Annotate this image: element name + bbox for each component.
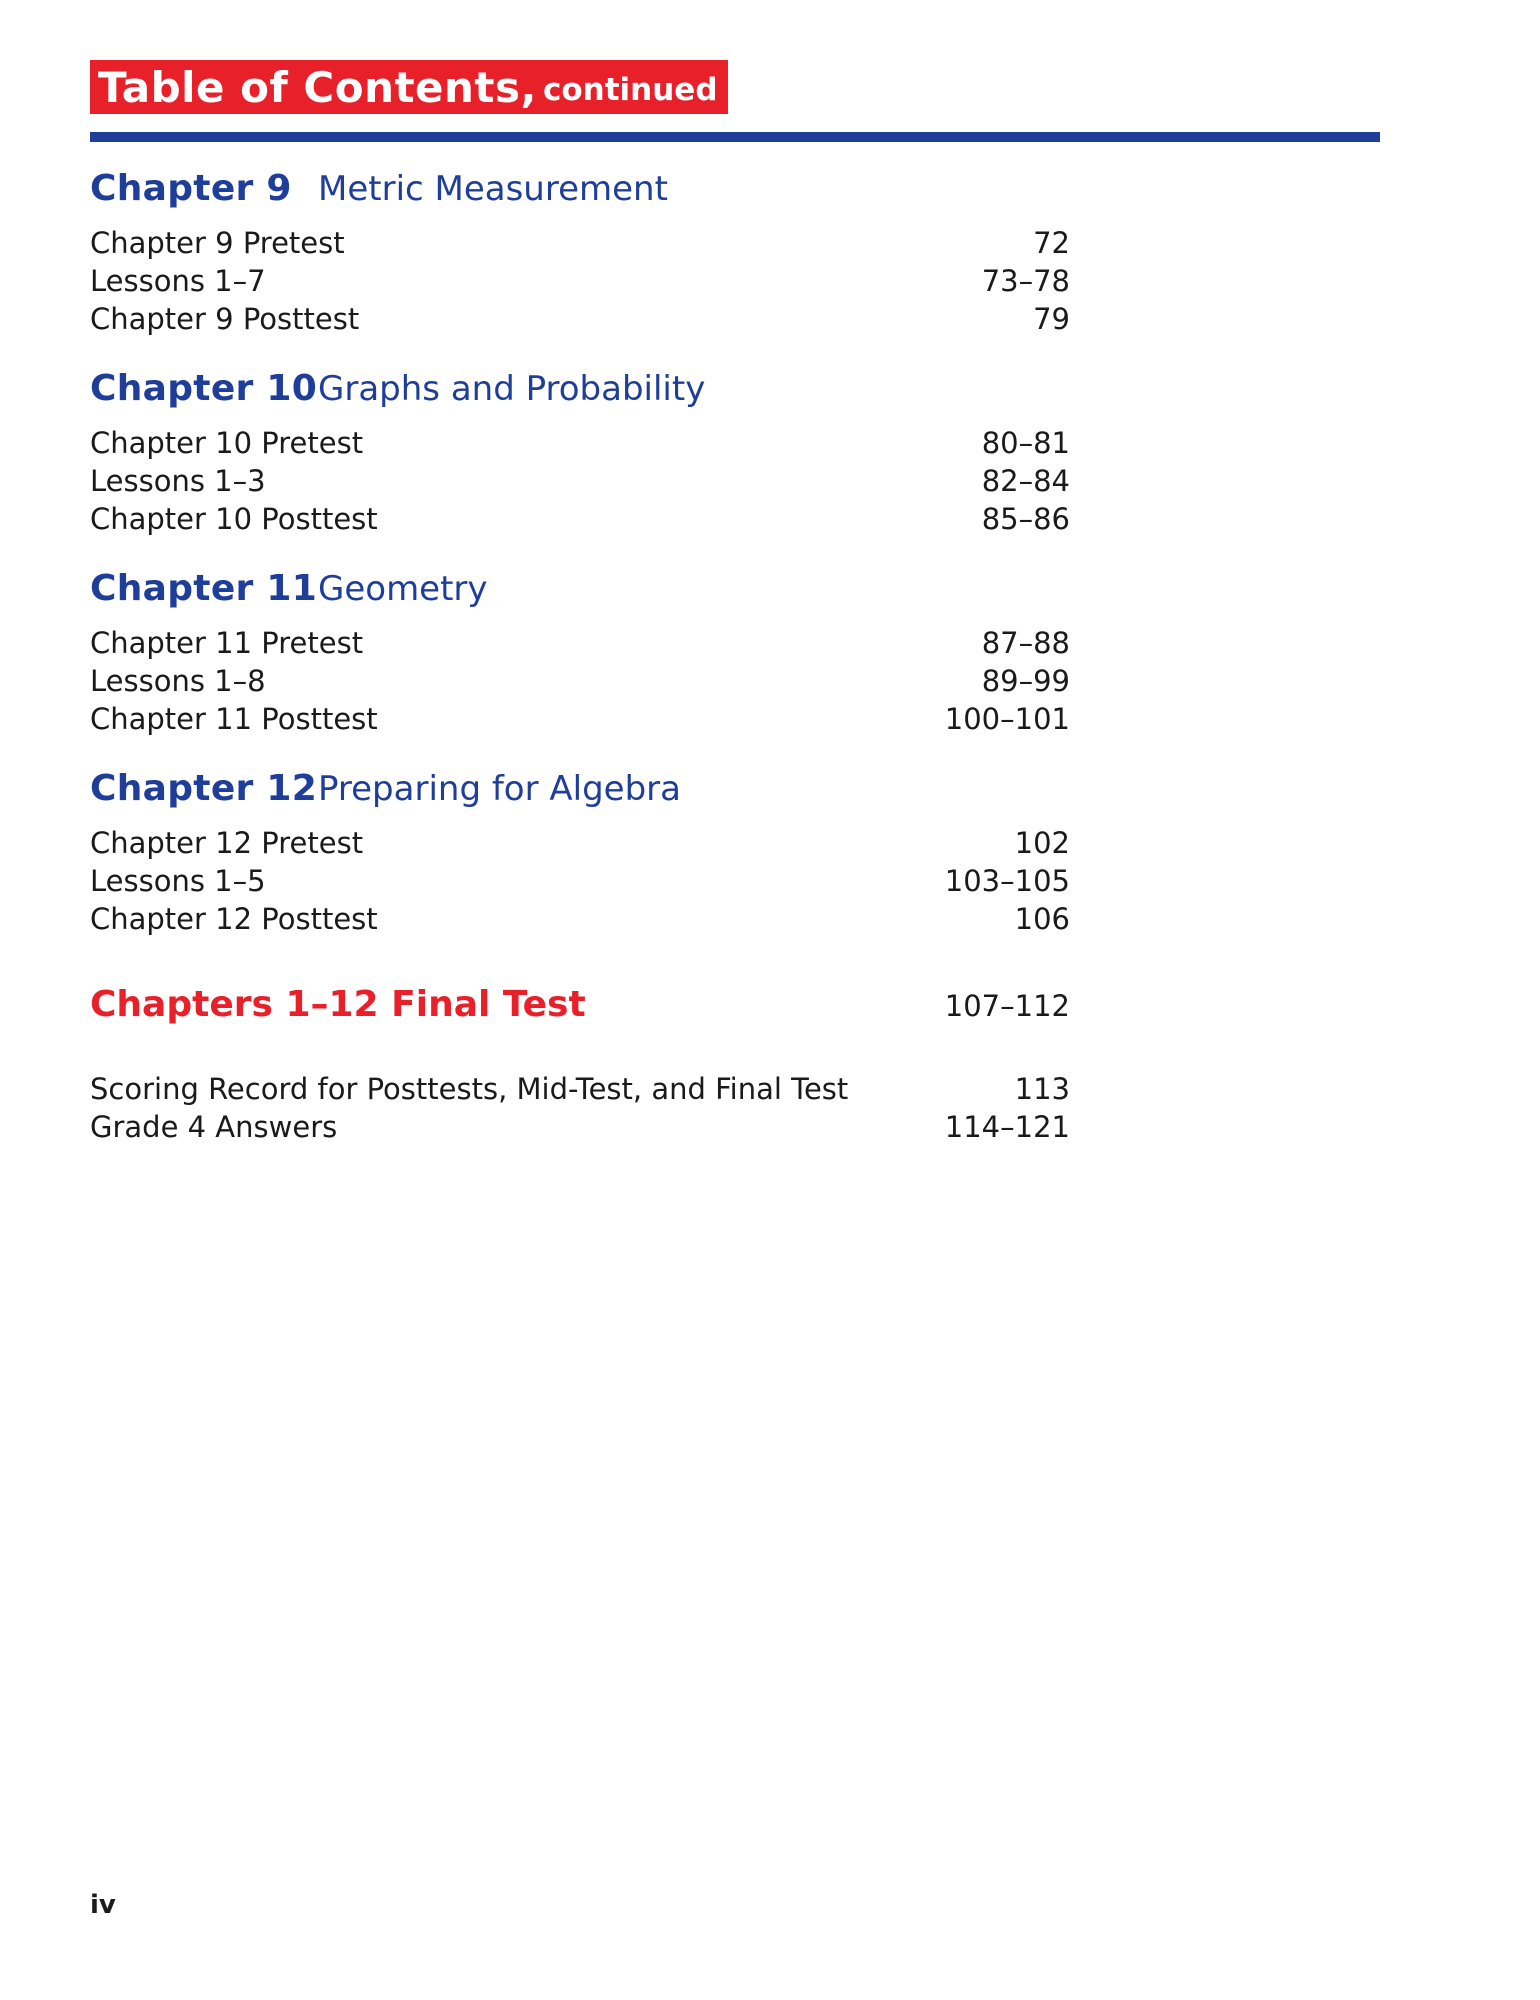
entry-name: Chapter 9 Pretest (90, 226, 345, 260)
toc-entry (90, 226, 1070, 264)
entry-pages: 79 (1033, 302, 1070, 336)
toc-entry (90, 426, 1070, 464)
chapter-title: Metric Measurement (318, 169, 668, 209)
chapter-title: Geometry (318, 569, 488, 609)
header-divider (90, 132, 1380, 142)
entry-pages: 102 (1014, 826, 1070, 860)
toc-entry (90, 902, 1070, 940)
entry-pages: 114–121 (944, 1110, 1070, 1144)
toc-entry (90, 464, 1070, 502)
toc-entry (90, 1110, 1070, 1148)
final-test-entry (90, 984, 1070, 1025)
chapter-label: Chapter 11 (90, 568, 318, 609)
chapter-section-10 (90, 368, 1070, 540)
entry-name: Chapter 9 Posttest (90, 302, 360, 336)
entry-pages: 100–101 (944, 702, 1070, 736)
chapter-section-11 (90, 568, 1070, 740)
entry-name: Lessons 1–3 (90, 464, 266, 498)
toc-header (90, 60, 728, 114)
chapter-heading (90, 368, 1070, 420)
final-test-pages: 107–112 (944, 989, 1070, 1023)
final-test-label: Chapters 1–12 Final Test (90, 984, 586, 1025)
entry-pages: 89–99 (981, 664, 1070, 698)
entry-pages: 82–84 (981, 464, 1070, 498)
page-number: iv (90, 1890, 116, 1920)
entry-name: Lessons 1–7 (90, 264, 266, 298)
entry-name: Chapter 12 Posttest (90, 902, 378, 936)
toc-entry (90, 826, 1070, 864)
chapter-section-12 (90, 768, 1070, 940)
entry-name: Chapter 10 Pretest (90, 426, 364, 460)
toc-entry (90, 702, 1070, 740)
entry-pages: 72 (1033, 226, 1070, 260)
entry-name: Chapter 11 Pretest (90, 626, 364, 660)
entry-name: Chapter 11 Posttest (90, 702, 378, 736)
chapter-section-9 (90, 168, 1070, 340)
entry-name: Scoring Record for Posttests, Mid-Test, and Final Test (90, 1072, 849, 1106)
chapter-title: Preparing for Algebra (318, 769, 681, 809)
toc-entry (90, 302, 1070, 340)
toc-entry (90, 664, 1070, 702)
chapter-heading (90, 568, 1070, 620)
chapter-heading (90, 768, 1070, 820)
chapter-label: Chapter 9 (90, 168, 292, 209)
toc-entry (90, 264, 1070, 302)
entry-pages: 113 (1014, 1072, 1070, 1106)
entry-pages: 80–81 (981, 426, 1070, 460)
entry-name: Chapter 12 Pretest (90, 826, 364, 860)
entry-pages: 103–105 (944, 864, 1070, 898)
page-title: Table of Contents, (98, 62, 537, 112)
toc-entry (90, 502, 1070, 540)
entry-pages: 106 (1014, 902, 1070, 936)
entry-pages: 85–86 (981, 502, 1070, 536)
chapter-label: Chapter 10 (90, 368, 318, 409)
entry-name: Chapter 10 Posttest (90, 502, 378, 536)
chapter-title: Graphs and Probability (318, 369, 706, 409)
chapter-label: Chapter 12 (90, 768, 318, 809)
toc-entry (90, 626, 1070, 664)
entry-pages: 73–78 (981, 264, 1070, 298)
entry-name: Lessons 1–8 (90, 664, 266, 698)
toc-entry (90, 1072, 1070, 1110)
toc-entry (90, 864, 1070, 902)
page-subtitle: continued (542, 72, 718, 108)
entry-name: Lessons 1–5 (90, 864, 266, 898)
entry-pages: 87–88 (981, 626, 1070, 660)
entry-name: Grade 4 Answers (90, 1110, 338, 1144)
extras-section (90, 1072, 1070, 1148)
chapter-heading (90, 168, 1070, 220)
